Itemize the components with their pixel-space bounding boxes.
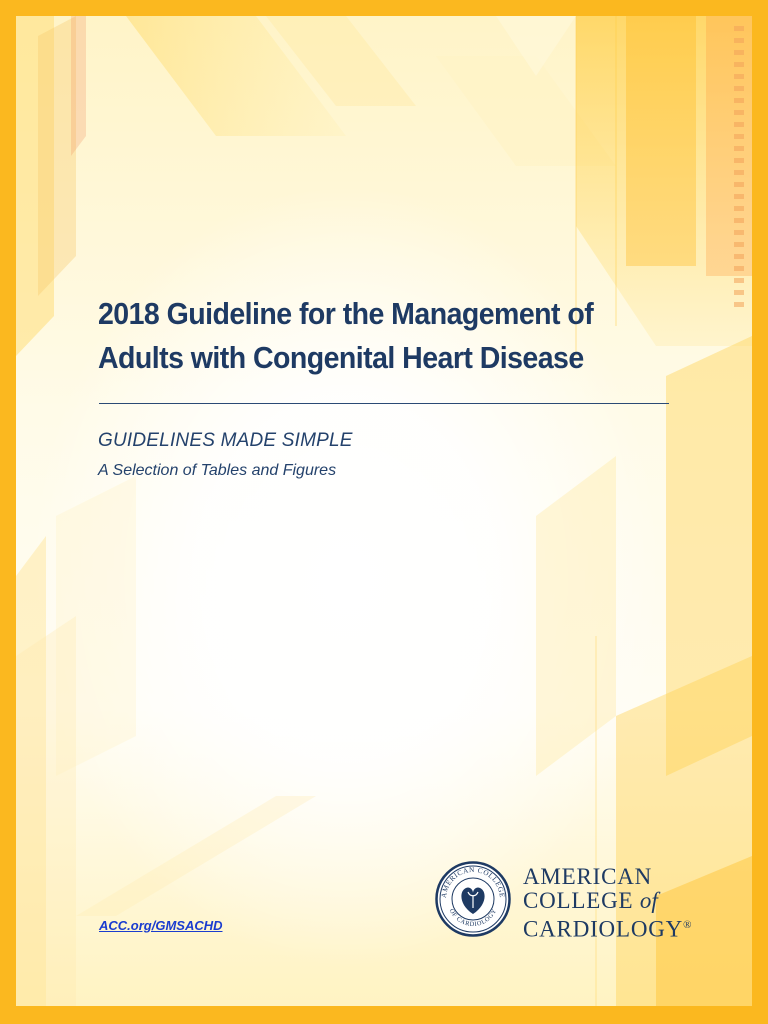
cover-panel [16,16,752,1006]
title-line-2: Adults with Congenital Heart Disease [98,340,584,375]
wordmark-line-2: COLLEGE of [523,888,658,913]
title-divider [99,403,669,404]
document-subtitle: A Selection of Tables and Figures [98,462,337,479]
document-title [98,292,650,380]
seal-text-bottom: OF CARDIOLOGY [447,907,499,929]
guideline-url-link[interactable]: ACC.org/GMSACHD [99,918,223,933]
title-line-1: 2018 Guideline for the Management of [98,296,594,331]
acc-wordmark [523,865,691,942]
decorative-background [16,16,752,1006]
seal-text-top: AMERICAN COLLEGE [439,865,507,899]
series-name: GUIDELINES MADE SIMPLE [98,430,353,451]
wordmark-line-1: AMERICAN [523,864,653,889]
trademark-symbol: ® [683,919,692,931]
wordmark-line-3: CARDIOLOGY® [523,916,692,942]
heart-seal-icon [435,861,511,937]
